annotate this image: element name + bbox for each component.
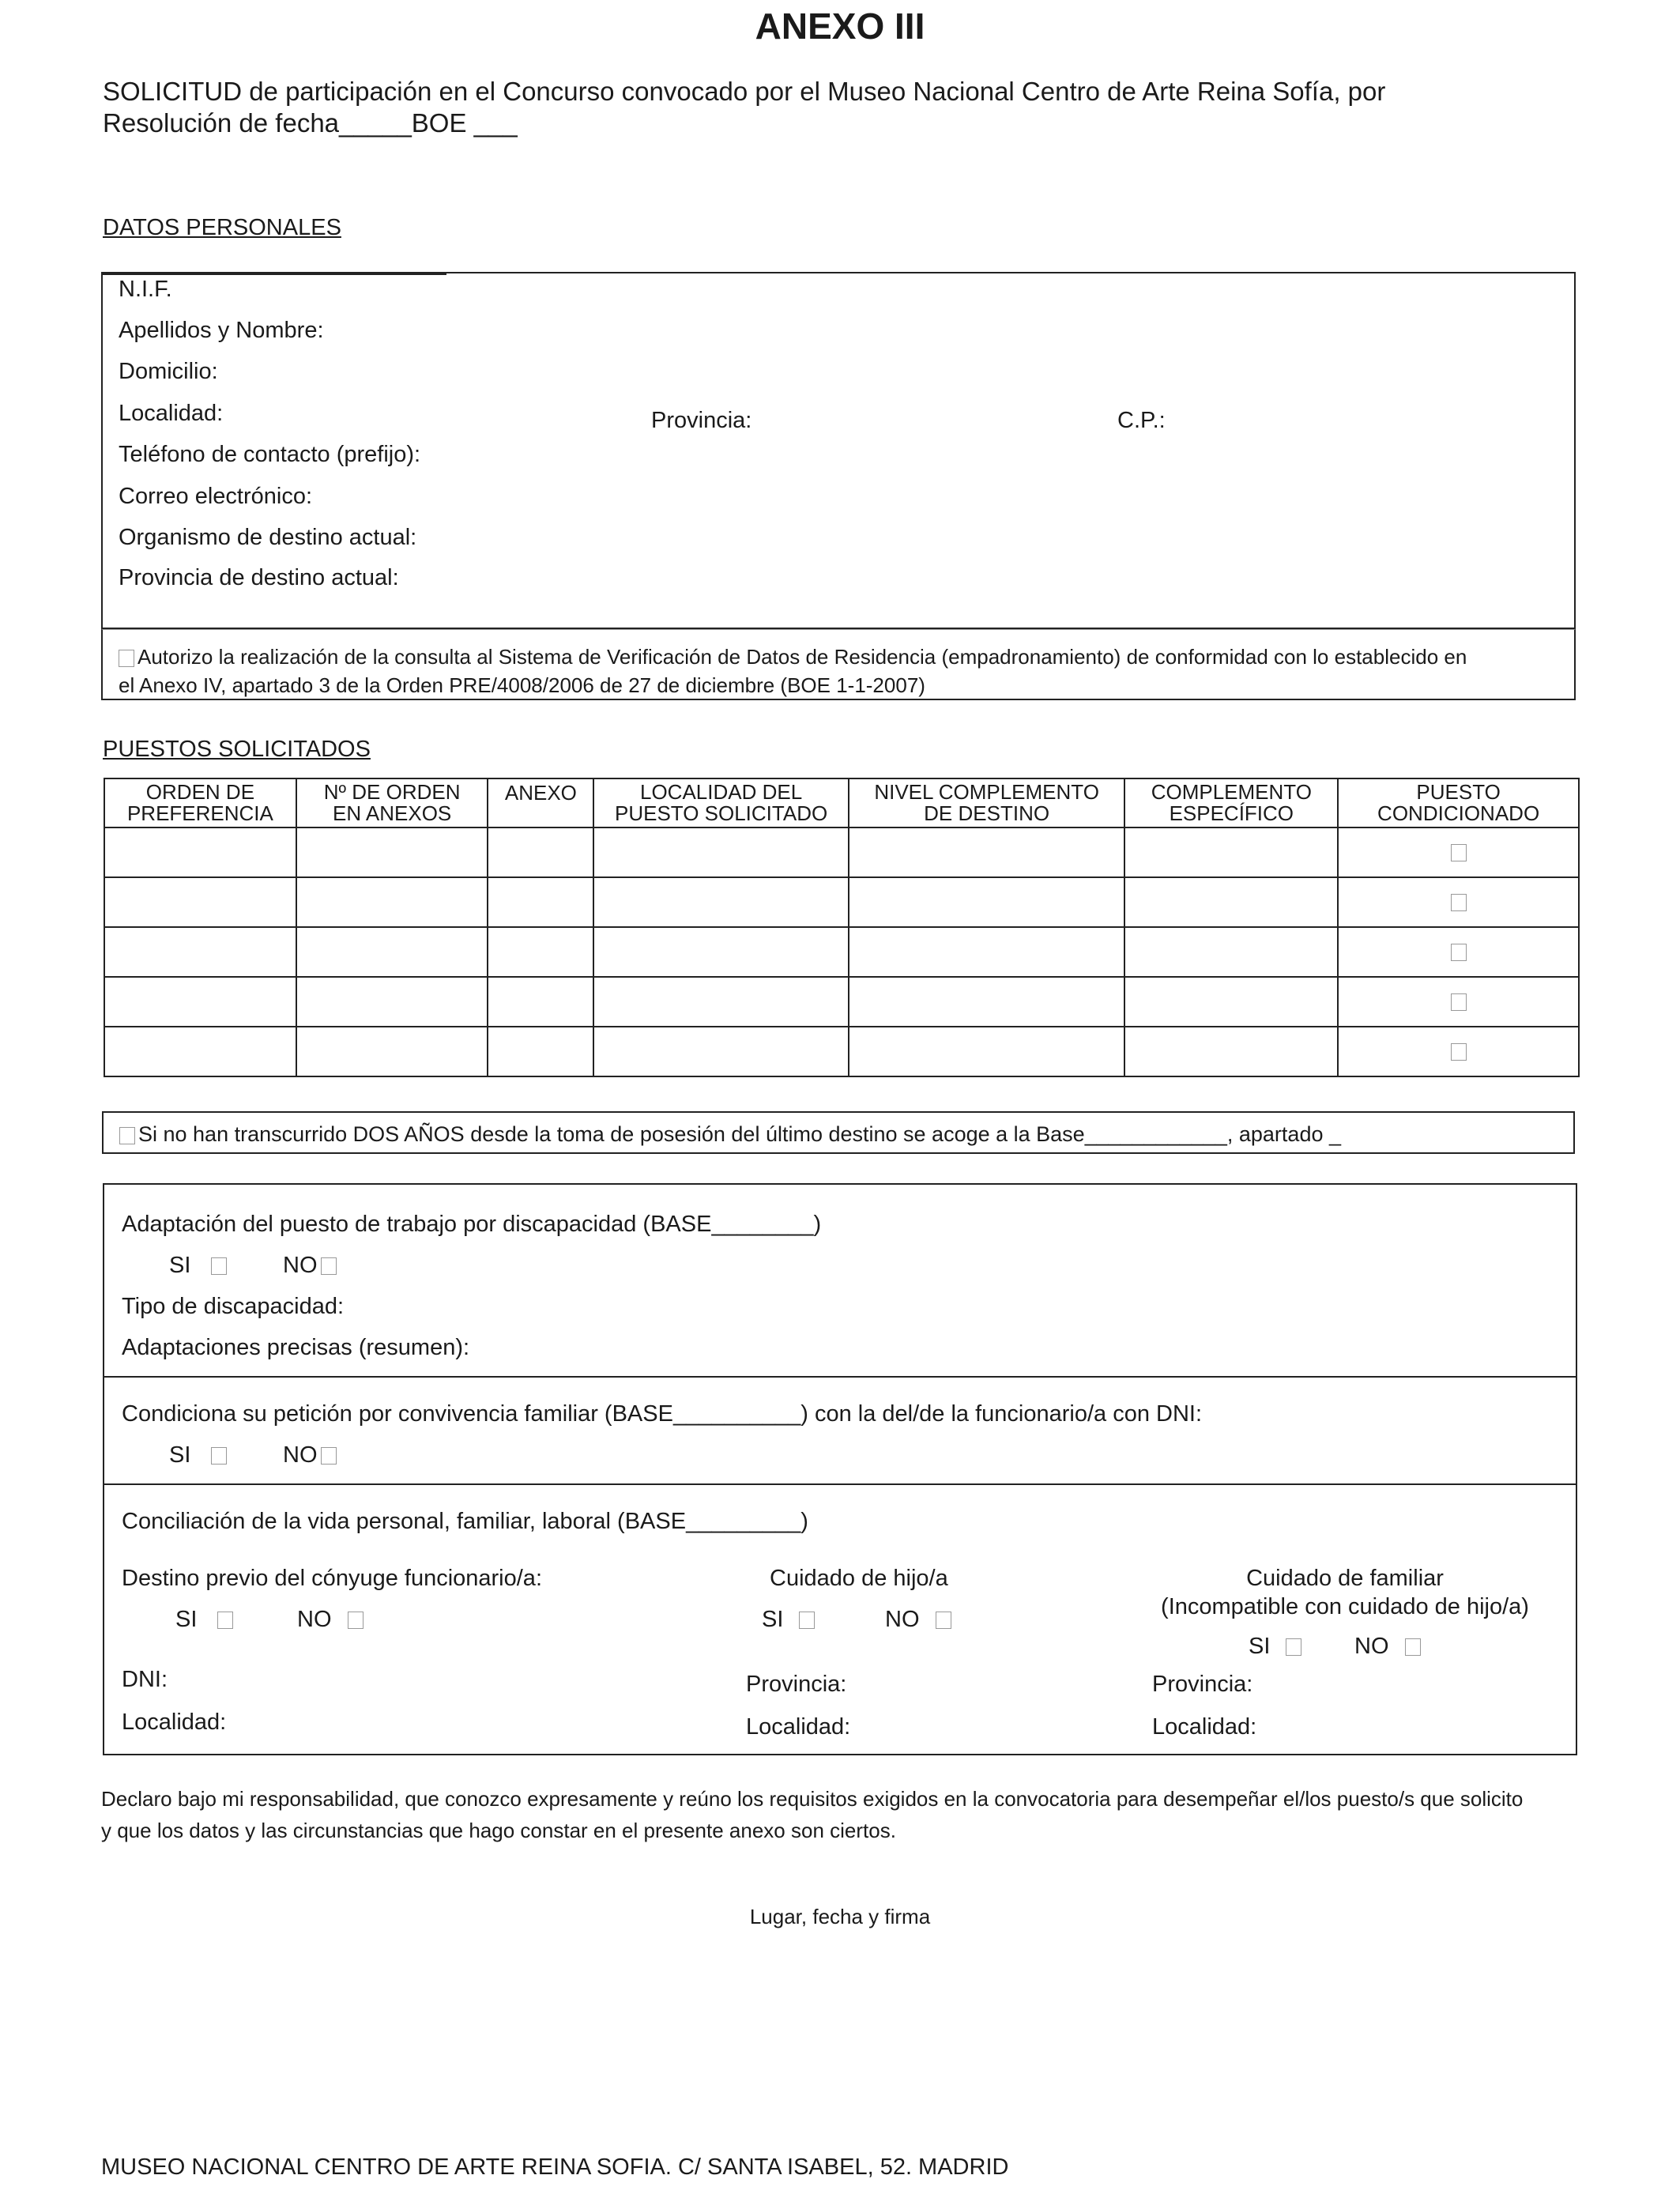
adaptacion-no-checkbox[interactable] (321, 1257, 337, 1275)
telefono-label: Teléfono de contacto (prefijo): (119, 442, 421, 467)
col-complemento-especifico: COMPLEMENTO ESPECÍFICO (1124, 778, 1338, 827)
puesto-condicionado-checkbox[interactable] (1451, 993, 1467, 1011)
authorization-checkbox[interactable] (119, 650, 134, 667)
declaration-line-1: Declaro bajo mi responsabilidad, que conozco expresamente y reúno los requisitos exigidos en la convocatoria para desempeñar el/los puesto/s que solicito (101, 1787, 1524, 1811)
familiar-label-1: Cuidado de familiar (1246, 1566, 1444, 1591)
section-divider (104, 1483, 1576, 1485)
conditions-box (103, 1183, 1577, 1755)
nif-label: N.I.F. (119, 277, 172, 302)
hijo-no: NO (885, 1607, 955, 1633)
col-nivel-complemento: NIVEL COMPLEMENTO DE DESTINO (849, 778, 1125, 827)
adaptacion-si-checkbox[interactable] (211, 1257, 227, 1275)
declaration-line-2: y que los datos y las circunstancias que hago constar en el presente anexo son ciertos. (101, 1819, 896, 1842)
familiar-label-2: (Incompatible con cuidado de hijo/a) (1161, 1594, 1529, 1619)
table-row (104, 877, 1579, 927)
familiar-si: SI (1249, 1634, 1305, 1660)
adaptacion-si: SI (169, 1253, 230, 1279)
col-anexo: ANEXO (488, 778, 593, 827)
personal-heading: DATOS PERSONALES (103, 215, 341, 240)
familiar-no-checkbox[interactable] (1405, 1638, 1421, 1656)
dos-anos-label: Si no han transcurrido DOS AÑOS desde la toma de posesión del último destino se acoge a la Base____________, apartado _ (138, 1122, 1341, 1146)
provincia-label: Provincia: (651, 408, 752, 433)
page-title: ANEXO III (755, 6, 925, 47)
personal-data-box (101, 272, 1576, 629)
familiar-no: NO (1354, 1634, 1424, 1660)
puesto-condicionado-checkbox[interactable] (1451, 944, 1467, 961)
section-divider (104, 1376, 1576, 1378)
hijo-localidad-label: Localidad: (746, 1714, 851, 1740)
cp-label: C.P.: (1117, 408, 1166, 433)
conyuge-si: SI (175, 1607, 236, 1633)
domicilio-label: Domicilio: (119, 359, 218, 384)
puestos-heading: PUESTOS SOLICITADOS (103, 737, 371, 762)
conyuge-no: NO (297, 1607, 367, 1633)
hijo-si-checkbox[interactable] (799, 1612, 815, 1629)
footer-address: MUSEO NACIONAL CENTRO DE ARTE REINA SOFIA. C/ SANTA ISABEL, 52. MADRID (101, 2154, 1009, 2180)
familiar-si-checkbox[interactable] (1286, 1638, 1301, 1656)
table-header-row (104, 778, 1579, 827)
conciliacion-title: Conciliación de la vida personal, familiar, laboral (BASE_________) (122, 1509, 808, 1534)
declaration-text (101, 1783, 1587, 1846)
intro-line-1: SOLICITUD de participación en el Concurso convocado por el Museo Nacional Centro de Arte Reina Sofía, por (103, 77, 1386, 106)
col-orden-preferencia: ORDEN DE PREFERENCIA (104, 778, 296, 827)
col-puesto-condicionado: PUESTO CONDICIONADO (1338, 778, 1579, 827)
conyuge-no-checkbox[interactable] (348, 1612, 363, 1629)
intro-line-2: Resolución de fecha_____BOE ___ (103, 108, 518, 138)
col-numero-orden: Nº DE ORDEN EN ANEXOS (296, 778, 488, 827)
conyuge-localidad-label: Localidad: (122, 1710, 227, 1735)
convivencia-si: SI (169, 1442, 230, 1468)
conyuge-label: Destino previo del cónyuge funcionario/a: (122, 1566, 542, 1591)
puesto-condicionado-checkbox[interactable] (1451, 1043, 1467, 1061)
authorization-line-1: Autorizo la realización de la consulta al Sistema de Verificación de Datos de Residencia (empadronamiento) de conformidad con lo establecido en (137, 645, 1467, 669)
convivencia-si-checkbox[interactable] (211, 1447, 227, 1465)
hijo-provincia-label: Provincia: (746, 1672, 847, 1697)
authorization-box (101, 629, 1576, 700)
adaptaciones-label: Adaptaciones precisas (resumen): (122, 1335, 470, 1360)
apellidos-label: Apellidos y Nombre: (119, 318, 324, 343)
dos-anos-box (102, 1111, 1575, 1154)
dos-anos-text (119, 1122, 1341, 1147)
hijo-label: Cuidado de hijo/a (770, 1566, 948, 1591)
col-localidad: LOCALIDAD DEL PUESTO SOLICITADO (593, 778, 849, 827)
authorization-line-2: el Anexo IV, apartado 3 de la Orden PRE/4008/2006 de 27 de diciembre (BOE 1-1-2007) (119, 673, 925, 697)
adaptacion-no: NO (283, 1253, 340, 1279)
table-row (104, 1027, 1579, 1076)
organismo-label: Organismo de destino actual: (119, 525, 417, 550)
puesto-condicionado-checkbox[interactable] (1451, 844, 1467, 861)
correo-label: Correo electrónico: (119, 484, 312, 509)
conyuge-si-checkbox[interactable] (217, 1612, 233, 1629)
table-row (104, 977, 1579, 1027)
puesto-condicionado-checkbox[interactable] (1451, 894, 1467, 911)
familiar-localidad-label: Localidad: (1152, 1714, 1257, 1740)
hijo-no-checkbox[interactable] (936, 1612, 951, 1629)
convivencia-no: NO (283, 1442, 340, 1468)
localidad-label: Localidad: (119, 401, 224, 426)
authorization-text (119, 643, 1565, 699)
provincia-destino-label: Provincia de destino actual: (119, 565, 399, 590)
conyuge-dni-label: DNI: (122, 1667, 168, 1692)
tipo-discapacidad-label: Tipo de discapacidad: (122, 1294, 345, 1319)
dos-anos-checkbox[interactable] (119, 1127, 135, 1144)
table-row (104, 927, 1579, 977)
convivencia-no-checkbox[interactable] (321, 1447, 337, 1465)
signature-label: Lugar, fecha y firma (749, 1905, 931, 1928)
familiar-provincia-label: Provincia: (1152, 1672, 1253, 1697)
intro-text (103, 76, 1604, 139)
puestos-table (104, 778, 1580, 1077)
convivencia-title: Condiciona su petición por convivencia familiar (BASE__________) con la del/de la funcionario/a con DNI: (122, 1401, 1203, 1427)
hijo-si: SI (762, 1607, 818, 1633)
adaptacion-title: Adaptación del puesto de trabajo por discapacidad (BASE________) (122, 1212, 822, 1237)
table-row (104, 827, 1579, 877)
